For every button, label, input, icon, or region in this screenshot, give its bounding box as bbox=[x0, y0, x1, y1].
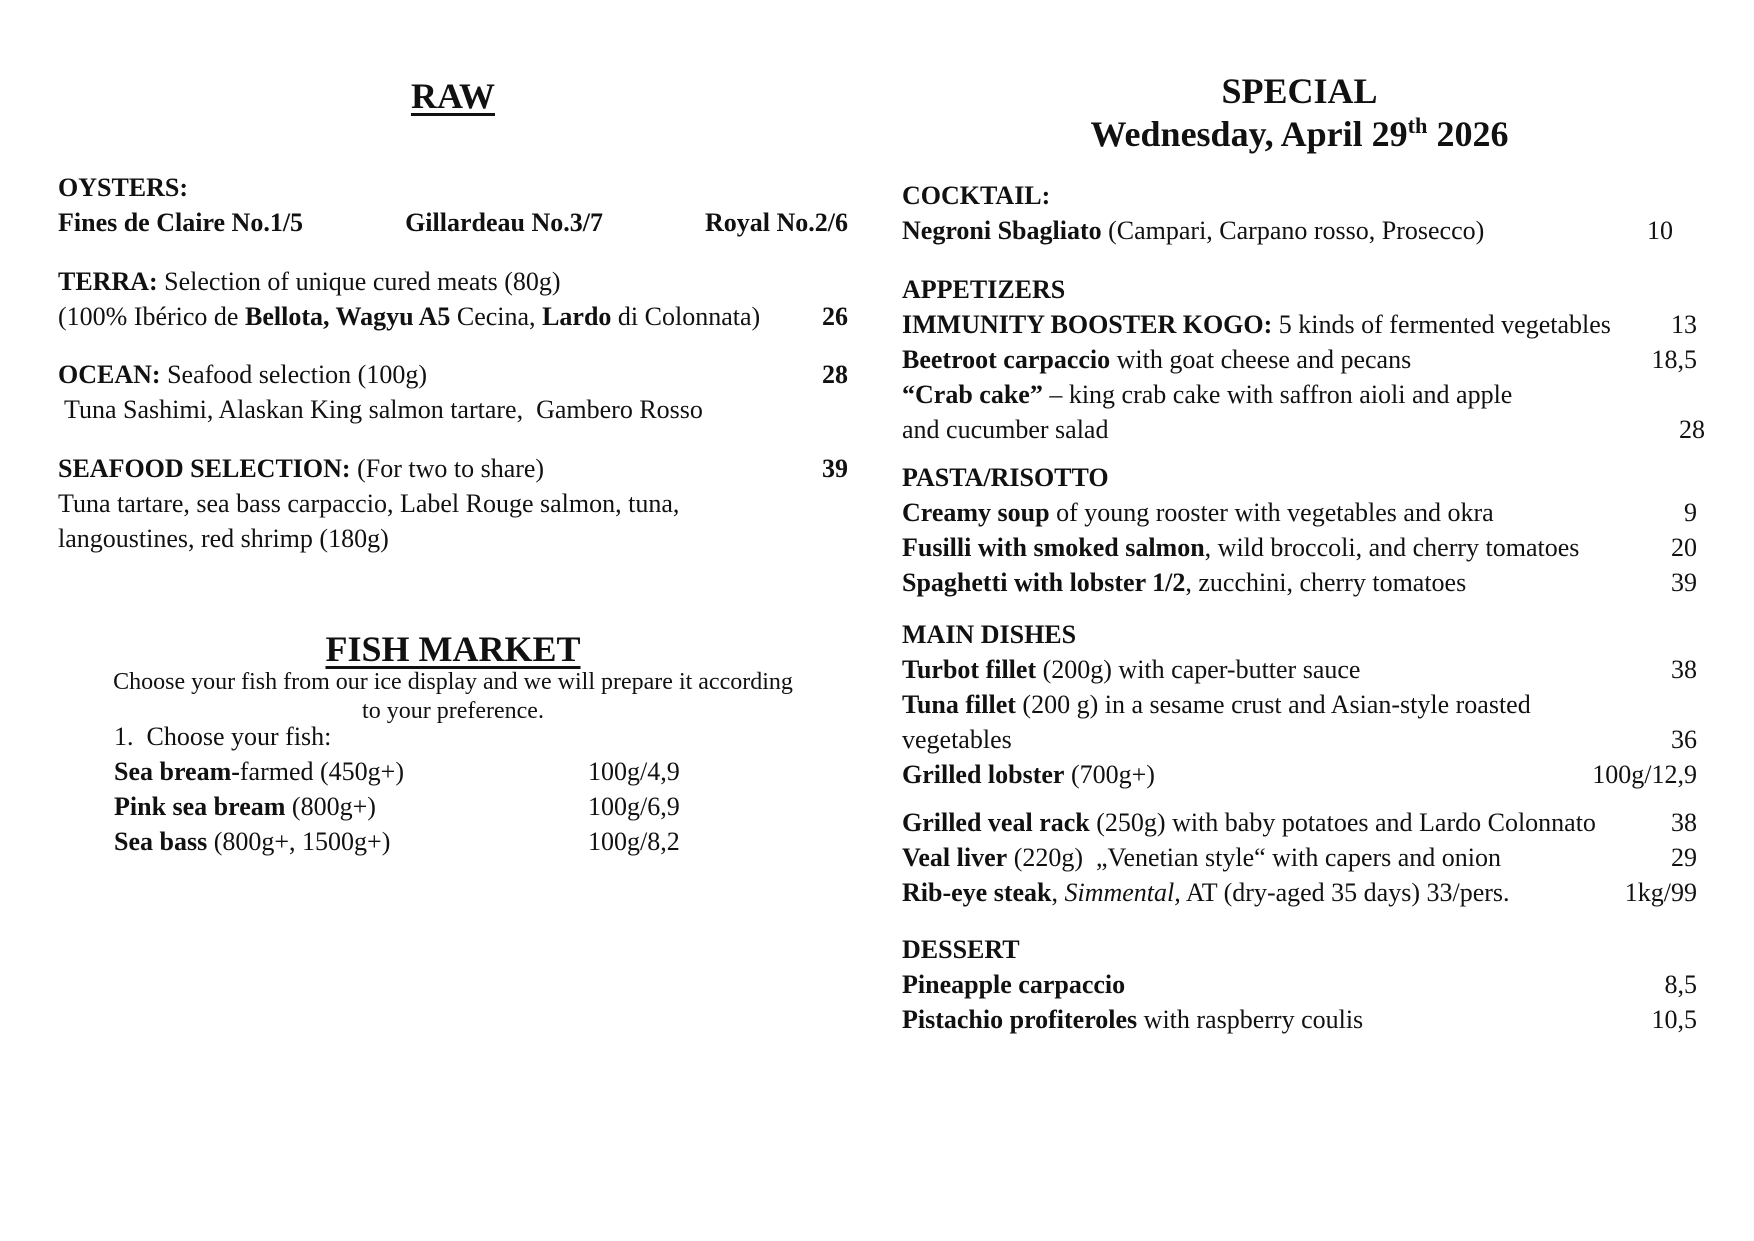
menu-item-name: Beetroot carpaccio bbox=[902, 345, 1111, 374]
menu-item-name: IMMUNITY BOOSTER KOGO: bbox=[902, 310, 1273, 339]
mains-section bbox=[902, 617, 1697, 792]
menu-item-name: Veal liver bbox=[902, 843, 1008, 872]
fish-item-detail: farmed (450g+) bbox=[239, 757, 404, 786]
menu-item-price: 10,5 bbox=[1651, 1005, 1697, 1034]
menu-item bbox=[902, 967, 1697, 1002]
menu-item bbox=[902, 495, 1697, 530]
special-date-suffix: th bbox=[1407, 113, 1428, 138]
oyster-gillardeau: Gillardeau No.3/7 bbox=[405, 208, 603, 237]
terra-detail bbox=[58, 299, 760, 334]
terra-detail-e: di Colonnata) bbox=[611, 302, 761, 331]
menu-item-desc: (200 g) in a sesame crust and Asian-style roasted bbox=[1015, 690, 1531, 719]
menu-item-name: Negroni Sbagliato bbox=[902, 216, 1102, 245]
menu-item bbox=[902, 213, 1697, 248]
menu-item bbox=[902, 805, 1697, 840]
menu-item-desc: vegetables bbox=[902, 725, 1012, 754]
menu-item bbox=[902, 530, 1697, 565]
fish-item-detail: (800g+, 1500g+) bbox=[207, 827, 391, 856]
pasta-heading: PASTA/RISOTTO bbox=[902, 463, 1109, 492]
fish-item-price: 100g/4,9 bbox=[588, 757, 680, 786]
appetizers-heading: APPETIZERS bbox=[902, 275, 1066, 304]
oyster-royal: Royal No.2/6 bbox=[705, 208, 848, 237]
fish-item bbox=[114, 754, 848, 789]
cocktail-heading: COCKTAIL: bbox=[902, 181, 1051, 210]
oysters-heading: OYSTERS: bbox=[58, 173, 189, 202]
menu-item-desc: (250g) with baby potatoes and Lardo Colonnato bbox=[1089, 808, 1596, 837]
menu-item-price: 38 bbox=[1671, 655, 1697, 684]
seafood-section bbox=[58, 451, 848, 556]
menu-item-price: 1kg/99 bbox=[1624, 878, 1697, 907]
seafood-desc: (For two to share) bbox=[350, 454, 545, 483]
fish-item bbox=[114, 824, 848, 859]
fish-market-intro bbox=[38, 668, 868, 726]
menu-item-price: 28 bbox=[1679, 415, 1705, 444]
menu-item-price: 38 bbox=[1671, 808, 1697, 837]
menu-item-price: 8,5 bbox=[1664, 970, 1697, 999]
ocean-line2: Tuna Sashimi, Alaskan King salmon tartare, Gambero Rosso bbox=[58, 395, 703, 424]
dessert-heading: DESSERT bbox=[902, 935, 1020, 964]
menu-item-price: 13 bbox=[1671, 310, 1697, 339]
fish-item-price: 100g/6,9 bbox=[588, 792, 680, 821]
menu-item-name: Pineapple carpaccio bbox=[902, 970, 1126, 999]
menu-item-desc: with raspberry coulis bbox=[1137, 1005, 1364, 1034]
meat-section bbox=[902, 805, 1697, 910]
menu-item bbox=[902, 377, 1697, 412]
menu-item-price: 20 bbox=[1671, 533, 1697, 562]
oysters-row bbox=[58, 205, 848, 240]
seafood-price: 39 bbox=[822, 454, 848, 483]
menu-item bbox=[902, 565, 1697, 600]
menu-item bbox=[902, 840, 1697, 875]
fish-item-name: Sea bass bbox=[114, 827, 208, 856]
ocean-line1 bbox=[58, 357, 848, 392]
pasta-section bbox=[902, 460, 1697, 600]
terra-label: TERRA: bbox=[58, 267, 158, 296]
fish-item-name: Sea bream- bbox=[114, 757, 240, 786]
special-date-main: Wednesday, April 29 bbox=[1090, 114, 1408, 154]
menu-item-name: Pistachio profiteroles bbox=[902, 1005, 1138, 1034]
fish-item-price: 100g/8,2 bbox=[588, 827, 680, 856]
menu-item-desc-italic: Simmental, bbox=[1064, 878, 1181, 907]
menu-item-price: 36 bbox=[1671, 725, 1697, 754]
terra-section bbox=[58, 264, 848, 334]
menu-item-price: 9 bbox=[1684, 498, 1697, 527]
menu-item-price: 10 bbox=[1647, 216, 1673, 245]
seafood-line3: langoustines, red shrimp (180g) bbox=[58, 524, 389, 553]
menu-item bbox=[902, 1002, 1697, 1037]
menu-item-desc: with goat cheese and pecans bbox=[1110, 345, 1412, 374]
ocean-desc: Seafood selection (100g) bbox=[160, 360, 427, 389]
menu-item-desc: – king crab cake with saffron aioli and apple bbox=[1042, 380, 1513, 409]
menu-item-desc: , bbox=[1051, 878, 1065, 907]
terra-line2 bbox=[58, 299, 848, 334]
raw-title: RAW bbox=[410, 76, 495, 116]
menu-item-desc: , wild broccoli, and cherry tomatoes bbox=[1204, 533, 1580, 562]
menu-item bbox=[902, 757, 1697, 792]
fish-step: 1. Choose your fish: bbox=[114, 722, 332, 751]
fish-list bbox=[114, 719, 848, 859]
fish-market-title: FISH MARKET bbox=[325, 629, 581, 669]
cocktail-section bbox=[902, 178, 1697, 248]
menu-item-desc: (200g) with caper-butter sauce bbox=[1036, 655, 1361, 684]
menu-item-name: Rib-eye steak bbox=[902, 878, 1052, 907]
seafood-line2: Tuna tartare, sea bass carpaccio, Label Rouge salmon, tuna, bbox=[58, 489, 680, 518]
terra-detail-d: Lardo bbox=[542, 302, 612, 331]
ocean-section bbox=[58, 357, 848, 427]
menu-item bbox=[902, 307, 1697, 342]
menu-item-desc: and cucumber salad bbox=[902, 415, 1109, 444]
dessert-section bbox=[902, 932, 1697, 1037]
menu-item bbox=[902, 342, 1697, 377]
menu-item-name: Tuna fillet bbox=[902, 690, 1016, 719]
menu-item-price: 100g/12,9 bbox=[1592, 760, 1697, 789]
menu-item-continuation bbox=[902, 412, 1705, 447]
menu-item-price: 18,5 bbox=[1651, 345, 1697, 374]
ocean-price: 28 bbox=[822, 360, 848, 389]
menu-item-name: “Crab cake” bbox=[902, 380, 1043, 409]
oysters-section bbox=[58, 170, 848, 240]
menu-item bbox=[902, 687, 1697, 722]
menu-item bbox=[902, 875, 1697, 910]
menu-item-price: 29 bbox=[1671, 843, 1697, 872]
menu-item-desc: , zucchini, cherry tomatoes bbox=[1185, 568, 1467, 597]
fish-item-name: Pink sea bream bbox=[114, 792, 286, 821]
terra-desc: Selection of unique cured meats (80g) bbox=[157, 267, 561, 296]
menu-item-continuation bbox=[902, 722, 1697, 757]
terra-detail-a: (100% Ibérico de bbox=[58, 302, 245, 331]
appetizers-section bbox=[902, 272, 1705, 447]
terra-price: 26 bbox=[822, 302, 848, 331]
fish-market-intro-line1: Choose your fish from our ice display and we will prepare it according bbox=[113, 669, 793, 695]
menu-item-name: Grilled veal rack bbox=[902, 808, 1090, 837]
special-date-year: 2026 bbox=[1427, 114, 1509, 154]
special-date bbox=[902, 112, 1697, 156]
menu-item bbox=[902, 652, 1697, 687]
menu-item-desc: 5 kinds of fermented vegetables bbox=[1272, 310, 1611, 339]
menu-item-desc: AT (dry-aged 35 days) 33/pers. bbox=[1180, 878, 1510, 907]
menu-item-name: Spaghetti with lobster 1/2 bbox=[902, 568, 1186, 597]
menu-item-name: Grilled lobster bbox=[902, 760, 1065, 789]
menu-item-price: 39 bbox=[1671, 568, 1697, 597]
fish-market-intro-line2: to your preference. bbox=[362, 698, 544, 724]
menu-item-desc: (Campari, Carpano rosso, Prosecco) bbox=[1101, 216, 1485, 245]
menu-item-name: Fusilli with smoked salmon bbox=[902, 533, 1205, 562]
terra-line1 bbox=[58, 264, 848, 299]
terra-detail-b: Bellota, Wagyu A5 bbox=[244, 302, 451, 331]
fish-item bbox=[114, 789, 848, 824]
fish-item-detail: (800g+) bbox=[285, 792, 376, 821]
ocean-label: OCEAN: bbox=[58, 360, 161, 389]
seafood-line1 bbox=[58, 451, 848, 486]
menu-item-desc: of young rooster with vegetables and okra bbox=[1049, 498, 1494, 527]
menu-item-name: Turbot fillet bbox=[902, 655, 1037, 684]
seafood-label: SEAFOOD SELECTION: bbox=[58, 454, 351, 483]
terra-detail-c: Cecina, bbox=[450, 302, 543, 331]
oyster-fines: Fines de Claire No.1/5 bbox=[58, 208, 304, 237]
menu-item-name: Creamy soup bbox=[902, 498, 1050, 527]
special-title: SPECIAL bbox=[1221, 71, 1378, 111]
menu-item-desc: (700g+) bbox=[1064, 760, 1155, 789]
menu-item-desc: (220g) „Venetian style“ with capers and onion bbox=[1007, 843, 1502, 872]
mains-heading: MAIN DISHES bbox=[902, 620, 1077, 649]
